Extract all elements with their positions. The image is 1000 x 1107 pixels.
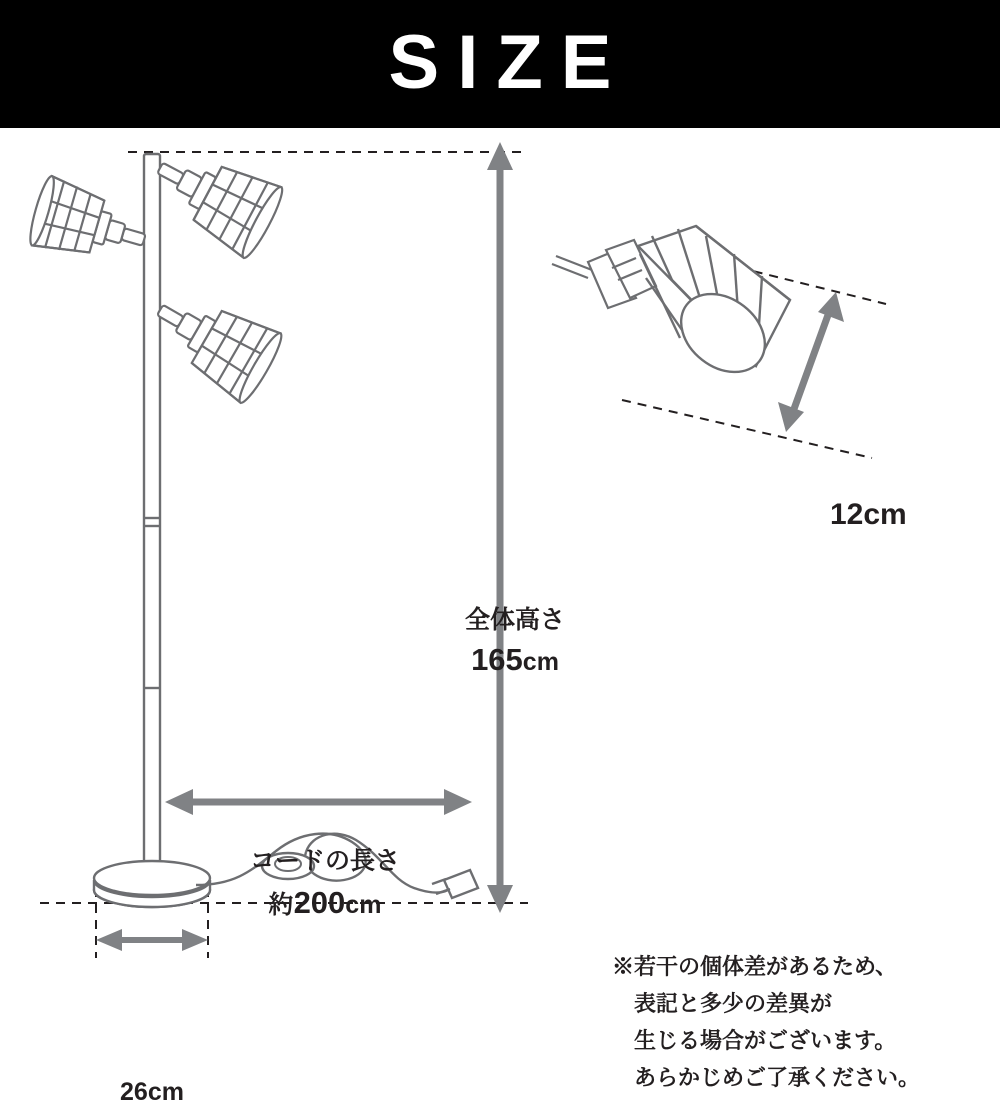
note-line-1: ※若干の個体差があるため、	[612, 954, 898, 979]
cord-length-arrow	[165, 789, 472, 815]
shade-detail-group	[552, 226, 886, 458]
note-line-3: 生じる場合がございます。	[634, 1028, 897, 1053]
note-line-4: あらかじめご了承ください。	[634, 1065, 921, 1090]
shade-height-value: 12	[830, 498, 864, 531]
page-title: SIZE	[388, 20, 630, 105]
base-width-arrow	[96, 929, 208, 951]
total-height-label	[430, 600, 600, 682]
cord-length-label	[205, 840, 445, 926]
cord-length-value: 200	[293, 885, 346, 920]
cord-length-prefix: 約	[268, 891, 294, 919]
shade-detail-socket	[552, 240, 656, 308]
lamp-pole	[144, 154, 160, 898]
total-height-value: 165	[471, 642, 523, 677]
total-height-caption: 全体高さ	[464, 606, 565, 634]
shade-detail-cage	[638, 226, 790, 388]
shade-height-arrow	[778, 292, 844, 432]
note-line-2: 表記と多少の差異が	[634, 991, 833, 1016]
lamp-dimension-drawing	[0, 128, 1000, 987]
disclaimer-note	[612, 948, 920, 1096]
shade-height-label	[830, 498, 907, 532]
cord-length-value-row	[205, 882, 445, 926]
total-height-value-row	[430, 640, 600, 682]
total-height-unit: cm	[522, 648, 559, 676]
diagram-canvas	[0, 128, 1000, 987]
lamp-shade-lower-right	[140, 275, 287, 406]
lamp-shade-left	[26, 174, 154, 274]
cord-length-unit: cm	[345, 891, 382, 919]
cord-length-caption: コードの長さ	[249, 847, 400, 875]
lamp-base	[94, 861, 210, 907]
total-height-arrow	[487, 142, 513, 913]
base-width-value: 26	[120, 1078, 148, 1106]
shade-height-unit: cm	[863, 498, 907, 531]
base-width-unit: cm	[147, 1078, 184, 1106]
base-width-label	[92, 1078, 212, 1107]
guide-lines	[40, 152, 528, 958]
